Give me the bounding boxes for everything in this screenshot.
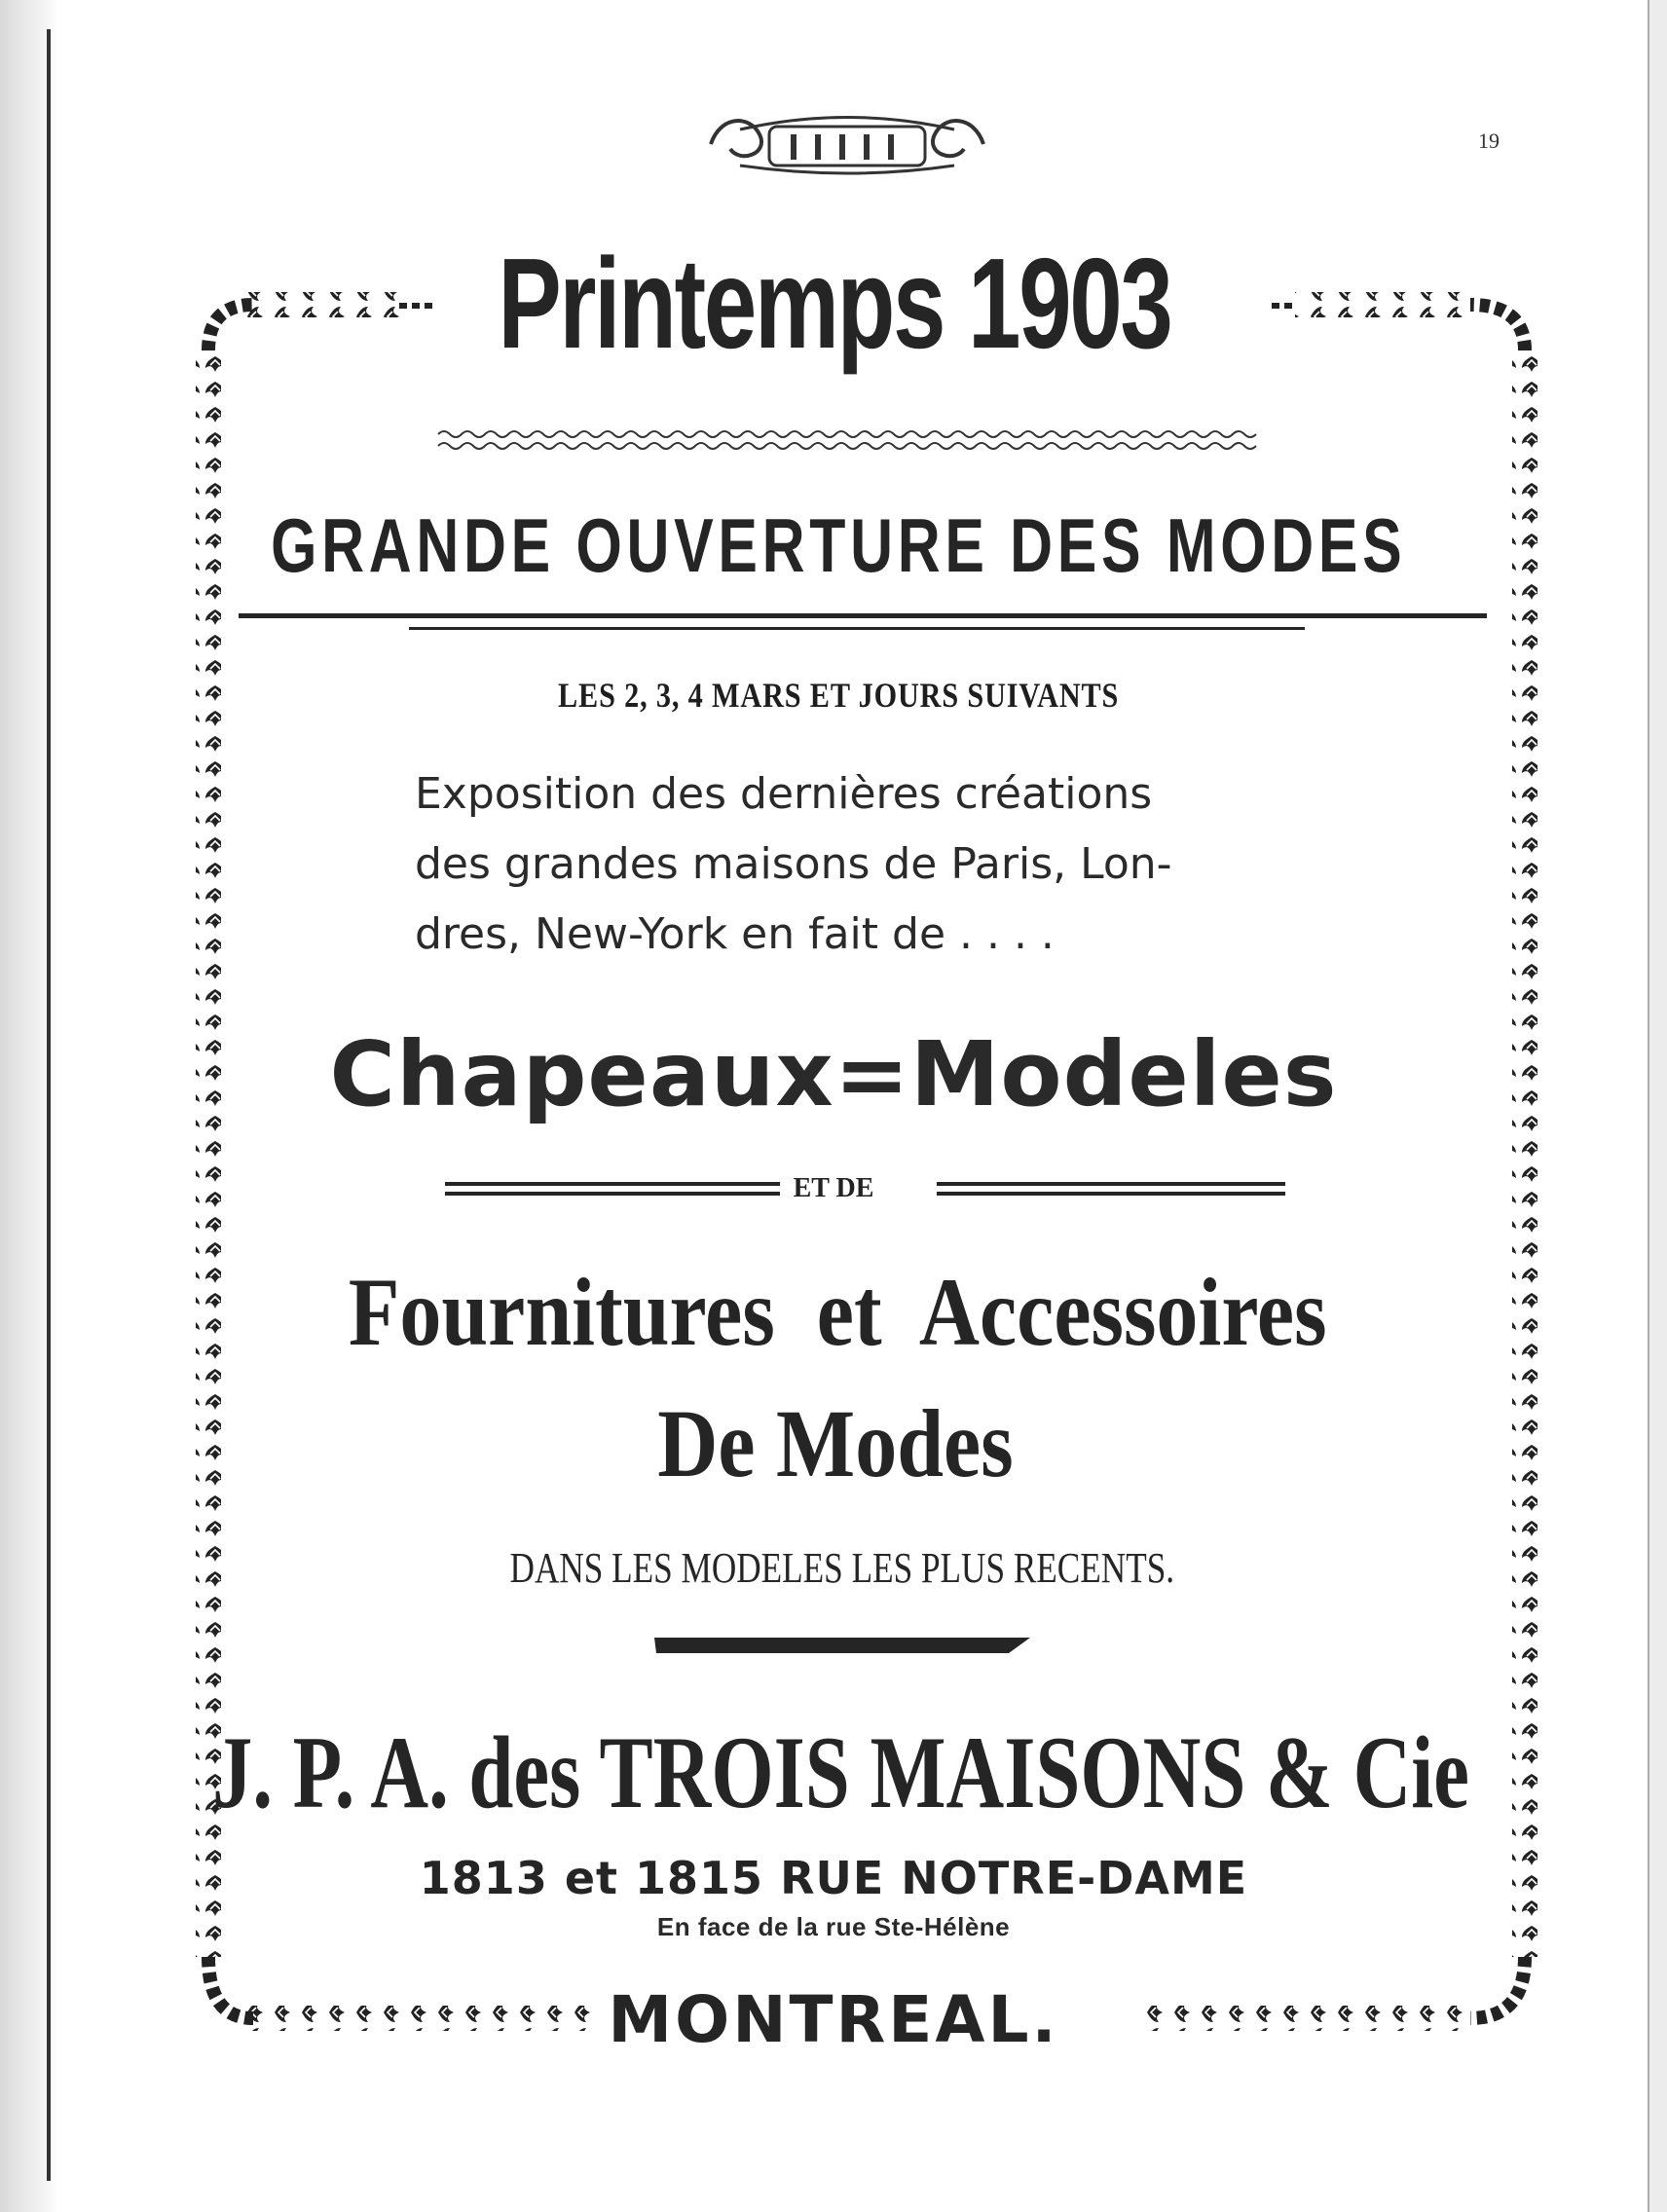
product-secondary-line1: Fournitures et Accessoires (348, 1258, 1327, 1366)
address-note: En face de la rue Ste-Hélène (656, 1912, 1011, 1941)
company-name: J. P. A. des TROIS MAISONS & Cie (212, 1715, 1469, 1829)
connector-text: ET DE (793, 1173, 874, 1203)
ad-title: Printemps 1903 (498, 232, 1171, 375)
exposition-line: dres, New-York en fait de . . . . (415, 909, 1055, 959)
product-primary: Chapeaux=Modeles (329, 1022, 1338, 1126)
page-number: 19 (1478, 129, 1500, 153)
company-address: 1813 et 1815 RUE NOTRE-DAME (419, 1852, 1248, 1904)
product-secondary-line2: De Modes (657, 1389, 1014, 1497)
ad-dates: LES 2, 3, 4 MARS ET JOURS SUIVANTS (558, 676, 1120, 715)
exposition-line: Exposition des dernières créations (415, 769, 1153, 819)
ad-headline: GRANDE OUVERTURE DES MODES (271, 502, 1407, 588)
exposition-line: des grandes maisons de Paris, Lon- (415, 839, 1172, 889)
company-city: MONTREAL. (608, 1982, 1059, 2057)
ad-tagline: DANS LES MODELES LES PLUS RECENTS. (509, 1544, 1175, 1592)
